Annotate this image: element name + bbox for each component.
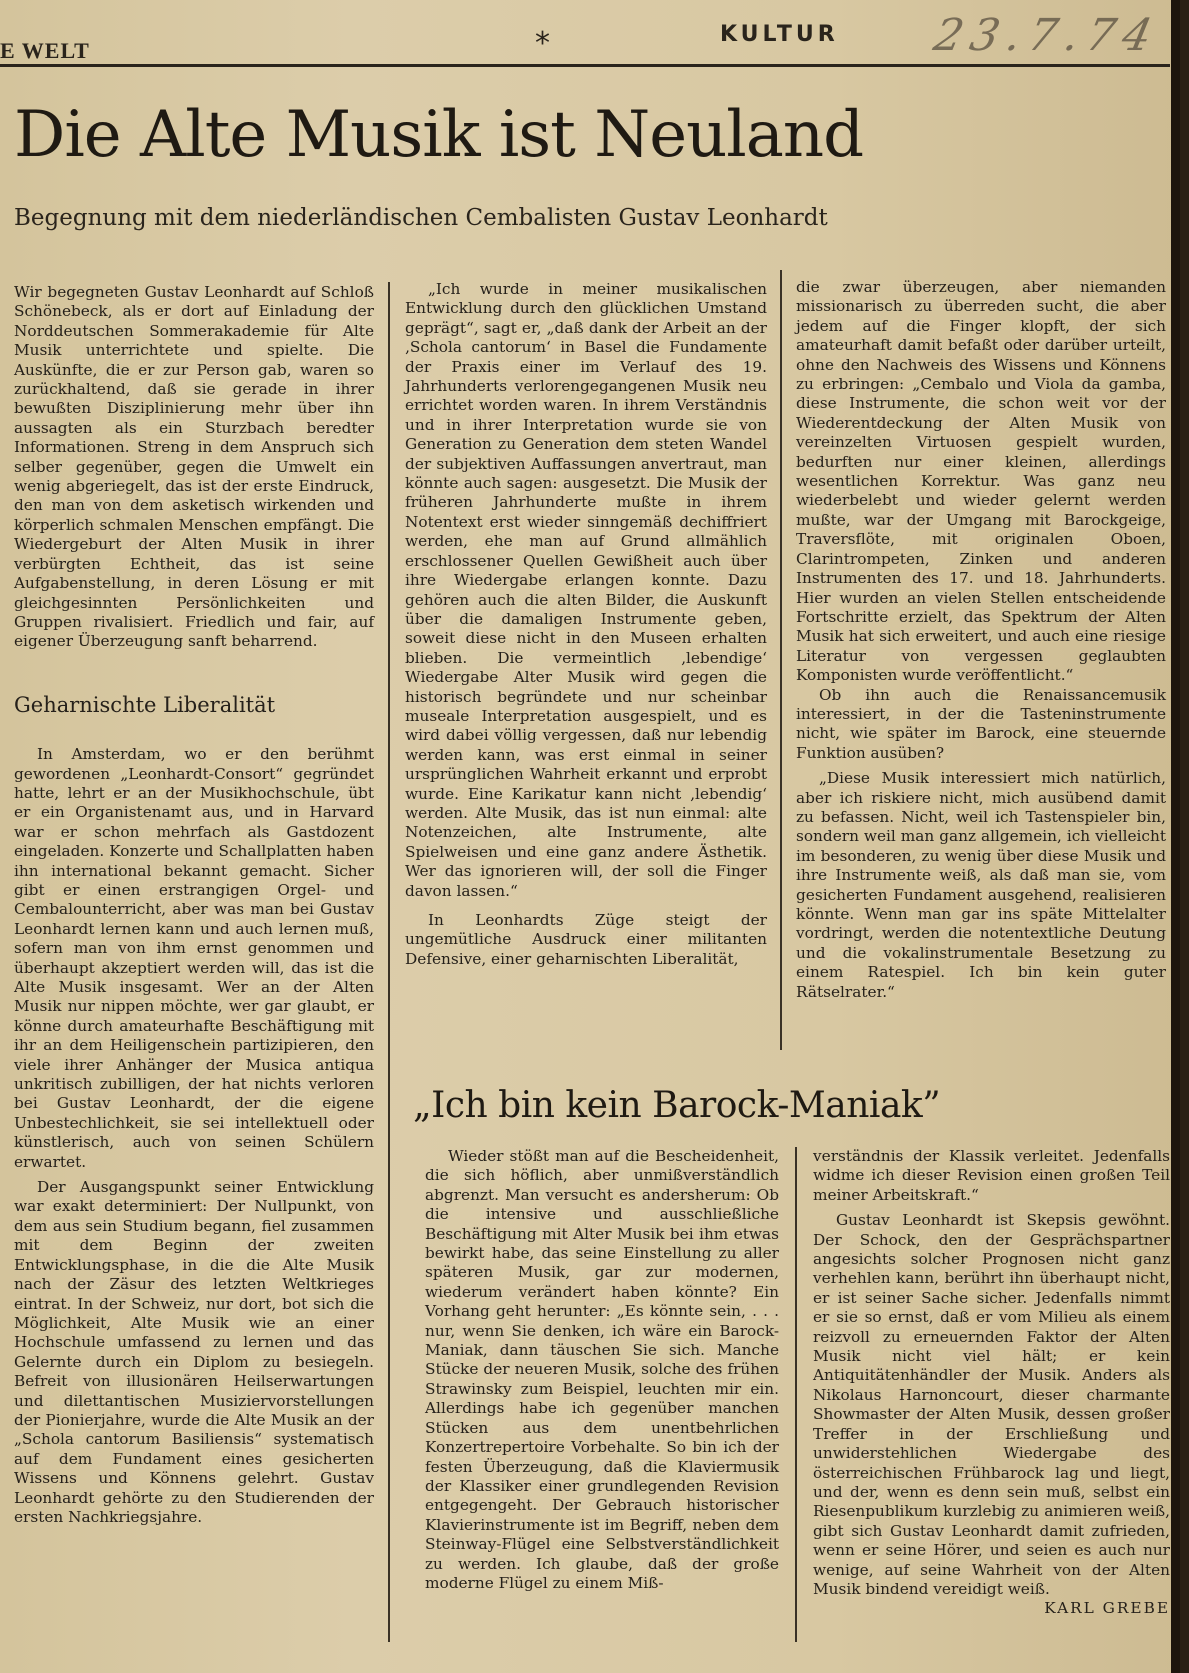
second-headline: „Ich bin kein Barock-Maniak” xyxy=(413,1085,941,1126)
subheading-liberalitaet: Geharnischte Liberalität xyxy=(14,692,276,717)
paragraph-schola: „Ich wurde in meiner musikalischen Entwicklung durch den glücklichen Umstand geprägt“, sagt er, „daß dank der Arbeit an der ‚Schola cantorum‘ in Basel die Fundamente der Praxis einer im Verlauf des 19. Jahrhunderts verlorengegangenen Musik neu errichtet worden waren. In ihrem Verständnis und in ihrer Interpretation wurde sie von Generation zu Generation dem steten Wandel der subjektiven Auffassungen anvertraut, man könnte auch sagen: ausgesetzt. Die Musik der früheren Jahrhunderte mußte in ihrem Notentext erst wieder sinngemäß dechiffriert werden, ehe man auf Grund allmählich erschlossener Quellen Gewißheit auch über ihre Wiedergabe erlangen konnte. Dazu gehören auch die alten Bilder, die Auskunft über die damaligen Instrumente geben, soweit diese nicht in den Museen erhalten blieben. Die vermeintlich ‚lebendige‘ Wiedergabe Alter Musik wird gegen die historisch begründete und nur scheinbar museale Interpretation ausgespielt, und es wird dabei völlig vergessen, daß nur lebendig werden kann, was erst einmal in seiner ursprünglichen Wahrheit erkannt und erprobt wurde. Eine Karikatur kann nicht ‚lebendig‘ werden. Alte Musik, das ist nun einmal: alte Notenzeichen, alte Instrumente, alte Spielweisen und eine ganz andere Ästhetik. Wer das ignorieren will, der soll die Finger davon lassen.“ xyxy=(405,280,767,900)
column-rule-1 xyxy=(388,282,390,1642)
handwritten-date: 23.7.74 xyxy=(929,10,1165,61)
paragraph-klassik: verständnis der Klassik verleitet. Jedenfalls widme ich dieser Revision einen großen Teil meiner Arbeitskraft.“ xyxy=(813,1147,1170,1204)
paragraph-cembalo: die zwar überzeugen, aber niemanden missionarisch zu überreden sucht, die aber jedem auf die Finger klopft, der sich amateurhaft damit befaßt oder darüber urteilt, ohne den Nachweis des Wissens und Könnens zu erbringen: „Cembalo und Viola da gamba, diese Instrumente, die schon weit vor der Wiederentdeckung der Alten Musik von vereinzelten Virtuosen gespielt wurden, bedurften nur einer kleinen, allerdings wesentlichen Korrektur. Was ganz neu wiederbelebt und wieder gelernt werden mußte, war der Umgang mit Barockgeige, Traversflöte, mit originalen Oboen, Clarintrompeten, Zinken und anderen Instrumenten des 17. und 18. Jahrhunderts. Hier wurden an vielen Stellen entscheidende Fortschritte erzielt, das Spektrum der Alten Musik hat sich erweitert, und auch eine riesige Literatur von vergessen geglaubten Komponisten wurde veröffentlicht.“ xyxy=(796,278,1166,685)
column-5 xyxy=(813,1147,1170,1619)
column-rule-2 xyxy=(780,270,782,1050)
star-ornament: * xyxy=(535,26,550,61)
column-rule-3 xyxy=(795,1147,797,1642)
column-4 xyxy=(425,1147,779,1593)
newspaper-name: E WELT xyxy=(0,38,90,63)
column-1 xyxy=(14,283,374,1527)
column-3 xyxy=(796,278,1166,1002)
paragraph-zuege: In Leonhardts Züge steigt der ungemütliche Ausdruck einer militanten Defensive, einer geharnischten Liberalität, xyxy=(405,911,767,968)
section-title: KULTUR xyxy=(720,22,839,47)
article-headline: Die Alte Musik ist Neuland xyxy=(14,98,864,172)
paragraph-skepsis: Gustav Leonhardt ist Skepsis gewöhnt. Der Schock, den der Gesprächspartner angesichts solcher Prognosen nicht ganz verhehlen kann, berührt ihn überhaupt nicht, er ist seiner Sache sicher. Jedenfalls nimmt er sie so ernst, daß er vom Milieu als einem reizvoll zu erneuernden Faktor der Alten Musik nicht viel hält; er kein Antiquitätenhändler der Musik. Anders als Nikolaus Harnoncourt, dieser charmante Showmaster der Alten Musik, dessen großer Treffer in der Erschließung und unwiderstehlichen Wiedergabe des österreichischen Frühbarock lag und liegt, und der, wenn es denn sein muß, selbst ein Riesenpublikum kurzlebig zu animieren weiß, gibt sich Gustav Leonhardt damit zufrieden, wenn er seine Hörer, und seien es auch nur wenige, auf seine Wahrheit von der Alten Musik bindend vereidigt weiß. xyxy=(813,1211,1170,1598)
scan-edge xyxy=(1171,0,1180,1673)
page-header xyxy=(0,8,1170,67)
author-byline: KARL GREBE xyxy=(1044,1599,1170,1618)
column-2 xyxy=(405,280,767,969)
paragraph-ausgangspunkt: Der Ausgangspunkt seiner Entwicklung war exakt determiniert: Der Nullpunkt, von dem aus sein Studium begann, fiel zusammen mit dem Beginn der zweiten Entwicklungsphase, in die die Alte Musik nach der Zäsur des letzten Weltkrieges eintrat. In der Schweiz, nur dort, bot sich die Möglichkeit, Alte Musik wie an einer Hochschule umfassend zu lernen und das Gelernte durch ein Diplom zu besiegeln. Befreit von illusionären Heilserwartungen und dilettantischen Musiziervorstellungen der Pionierjahre, wurde die Alte Musik an der „Schola cantorum Basiliensis“ systematisch auf dem Fundament eines gesicherten Wissens und Könnens gelehrt. Gustav Leonhardt gehörte zu den Studierenden der ersten Nachkriegsjahre. xyxy=(14,1178,374,1526)
article-subheadline: Begegnung mit dem niederländischen Cembalisten Gustav Leonhardt xyxy=(14,205,828,231)
paragraph-amsterdam: In Amsterdam, wo er den berühmt gewordenen „Leonhardt-Consort“ gegründet hatte, lehrt er an der Musikhochschule, übt er ein Organistenamt aus, und in Harvard war er schon mehrfach als Gastdozent eingeladen. Konzerte und Schallplatten haben ihn international bekannt gemacht. Sicher gibt er einen erstrangigen Orgel- und Cembalounterricht, aber was man bei Gustav Leonhardt lernen kann und auch lernen muß, sofern man von ihm ernst genommen und überhaupt akzeptiert werden will, das ist die Alte Musik insgesamt. Wer an der Alten Musik nur nippen möchte, wer gar glaubt, er könne durch amateurhafte Beschäftigung mit ihr an dem Heiligenschein partizipieren, den viele ihrer Anhänger der Musica antiqua unkritisch zubilligen, der hat nichts verloren bei Gustav Leonhardt, der die eigene Unbestechlichkeit, sie sei intellektuell oder künstlerisch, auch von seinen Schülern erwartet. xyxy=(14,745,374,1171)
paragraph-renaissance-question: Ob ihn auch die Renaissancemusik interessiert, in der die Tasteninstrumente nicht, wie später im Barock, eine steuernde Funktion ausüben? xyxy=(796,685,1166,762)
intro-paragraph: Wir begegneten Gustav Leonhardt auf Schloß Schönebeck, als er dort auf Einladung der Norddeutschen Sommerakademie für Alte Musik unterrichtete und spielte. Die Auskünfte, die er zur Person gab, waren so zurückhaltend, daß sie gerade in ihrer bewußten Disziplinierung mehr über ihn aussagten als ein Sturzbach beredter Informationen. Streng in dem Anspruch sich selber gegenüber, gegen die Umwelt ein wenig abgeriegelt, das ist der erste Eindruck, den man von dem asketisch wirkenden und körperlich schmalen Menschen empfängt. Die Wiedergeburt der Alten Musik in ihrer verbürgten Echtheit, das ist seine Aufgabenstellung, in deren Lösung er mit gleichgesinnten Persönlichkeiten und Gruppen rivalisiert. Friedlich und fair, auf eigener Überzeugung sanft beharrend. xyxy=(14,283,374,651)
paragraph-bescheidenheit: Wieder stößt man auf die Bescheidenheit, die sich höflich, aber unmißverständlich abgrenzt. Man versucht es andersherum: Ob die intensive und ausschließliche Beschäftigung mit Alter Musik bei ihm etwas bewirkt habe, das seine Einstellung zu aller späteren Musik, gar zur modernen, wiederum verändert haben könnte? Ein Vorhang geht herunter: „Es könnte sein, . . . nur, wenn Sie denken, ich wäre ein Barock-Maniak, dann täuschen Sie sich. Manche Stücke der neueren Musik, solche des frühen Strawinsky zum Beispiel, leuchten mir ein. Allerdings habe ich gegenüber manchen Stücken aus dem unentbehrlichen Konzertrepertoire Vorbehalte. So bin ich der festen Überzeugung, daß die Klaviermusik der Klassiker einer grundlegenden Revision entgegengeht. Der Gebrauch historischer Klavierinstrumente ist im Begriff, neben dem Steinway-Flügel eine Selbstverständlichkeit zu werden. Ich glaube, daß der große moderne Flügel zu einem Miß- xyxy=(425,1147,779,1592)
paragraph-renaissance-answer: „Diese Musik interessiert mich natürlich, aber ich riskiere nicht, mich ausübend damit zu befassen. Nicht, weil ich Tastenspieler bin, sondern weil man ganz allgemein, ich vielleicht im besonderen, zu wenig über diese Musik und ihre Instrumente weiß, als daß man sie, vom gesicherten Fundament ausgehend, realisieren könnte. Wenn man gar ins späte Mittelalter vordringt, werden die notentextliche Deutung und die vokalinstrumentale Besetzung zu einem Ratespiel. Ich bin kein guter Rätselrater.“ xyxy=(796,769,1166,1001)
